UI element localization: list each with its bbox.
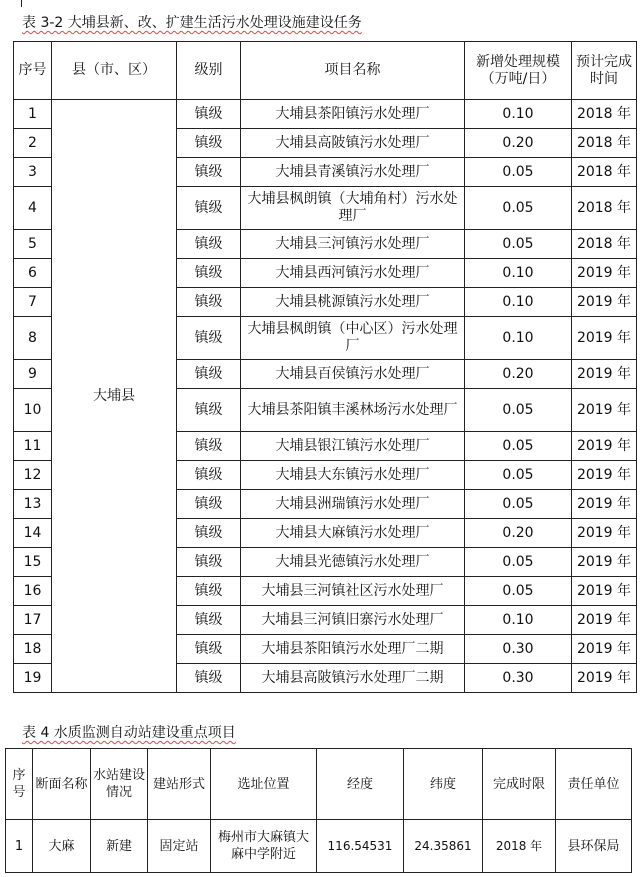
cell-seq: 14 — [14, 519, 52, 548]
cell-scale: 0.30 — [465, 664, 572, 693]
cell-scale: 0.10 — [465, 317, 572, 360]
cell-project-name: 大埔县青溪镇污水处理厂 — [241, 158, 465, 187]
cell-seq: 18 — [14, 635, 52, 664]
cell-project-name: 大埔县茶阳镇丰溪林场污水处理厂 — [241, 389, 465, 432]
cell-level: 镇级 — [177, 230, 241, 259]
cell-scale: 0.20 — [465, 129, 572, 158]
header-location: 选址位置 — [211, 749, 317, 820]
cell-level: 镇级 — [177, 158, 241, 187]
cell-level: 镇级 — [177, 129, 241, 158]
cell-year: 2018 年 — [572, 187, 637, 230]
cell-year: 2018 年 — [572, 230, 637, 259]
cell-project-name: 大埔县枫朗镇（大埔角村）污水处理厂 — [241, 187, 465, 230]
header-unit: 责任单位 — [556, 749, 632, 820]
cell-level: 镇级 — [177, 432, 241, 461]
cell-seq: 7 — [14, 288, 52, 317]
cell-level: 镇级 — [177, 100, 241, 129]
header-longitude: 经度 — [317, 749, 404, 820]
cell-project-name: 大埔县茶阳镇污水处理厂 — [241, 100, 465, 129]
cell-seq: 9 — [14, 360, 52, 389]
cell-scale: 0.05 — [465, 187, 572, 230]
table1-body — [14, 100, 637, 693]
cell-location: 梅州市大麻镇大麻中学附近 — [211, 820, 317, 873]
cell-seq: 8 — [14, 317, 52, 360]
table1-caption: 表 3-2 大埔县新、改、扩建生活污水处理设施建设任务 — [22, 15, 362, 31]
cell-scale: 0.05 — [465, 389, 572, 432]
header-status: 水站建设情况 — [91, 749, 148, 820]
cell-section: 大麻 — [33, 820, 91, 873]
cell-county: 大埔县 — [52, 100, 177, 693]
cell-seq: 1 — [6, 820, 33, 873]
cell-scale: 0.05 — [465, 158, 572, 187]
table-row — [14, 100, 637, 129]
cell-scale: 0.20 — [465, 519, 572, 548]
cell-project-name: 大埔县桃源镇污水处理厂 — [241, 288, 465, 317]
cell-year: 2019 年 — [572, 548, 637, 577]
cell-status: 新建 — [91, 820, 148, 873]
header-deadline: 完成时限 — [483, 749, 556, 820]
cell-project-name: 大埔县茶阳镇污水处理厂二期 — [241, 635, 465, 664]
cell-year: 2019 年 — [572, 635, 637, 664]
cell-seq: 10 — [14, 389, 52, 432]
cell-level: 镇级 — [177, 490, 241, 519]
cell-year: 2019 年 — [572, 288, 637, 317]
cell-scale: 0.10 — [465, 606, 572, 635]
header-seq: 序号 — [6, 749, 33, 820]
sewage-facility-table — [13, 41, 637, 693]
cell-scale: 0.05 — [465, 548, 572, 577]
cell-year: 2018 年 — [572, 100, 637, 129]
cell-year: 2019 年 — [572, 360, 637, 389]
header-level: 级别 — [177, 42, 241, 100]
header-section: 断面名称 — [33, 749, 91, 820]
cell-project-name: 大埔县高陂镇污水处理厂二期 — [241, 664, 465, 693]
cell-project-name: 大埔县大东镇污水处理厂 — [241, 461, 465, 490]
cell-latitude: 24.35861 — [404, 820, 483, 873]
table2-header-row — [6, 749, 632, 820]
cell-scale: 0.10 — [465, 100, 572, 129]
cell-year: 2019 年 — [572, 577, 637, 606]
cell-level: 镇级 — [177, 606, 241, 635]
cell-scale: 0.05 — [465, 432, 572, 461]
cell-level: 镇级 — [177, 577, 241, 606]
cell-scale: 0.05 — [465, 230, 572, 259]
cell-seq: 11 — [14, 432, 52, 461]
cell-year: 2018 年 — [572, 158, 637, 187]
table1-header-row — [14, 42, 637, 100]
cell-year: 2019 年 — [572, 490, 637, 519]
cell-level: 镇级 — [177, 288, 241, 317]
header-latitude: 纬度 — [404, 749, 483, 820]
cell-scale: 0.10 — [465, 288, 572, 317]
header-county: 县（市、区） — [52, 42, 177, 100]
cell-scale: 0.05 — [465, 577, 572, 606]
cell-project-name: 大埔县洲瑞镇污水处理厂 — [241, 490, 465, 519]
header-seq: 序号 — [14, 42, 52, 100]
cell-project-name: 大埔县银江镇污水处理厂 — [241, 432, 465, 461]
cell-project-name: 大埔县三河镇旧寨污水处理厂 — [241, 606, 465, 635]
header-project-name: 项目名称 — [241, 42, 465, 100]
cell-year: 2019 年 — [572, 389, 637, 432]
cell-level: 镇级 — [177, 519, 241, 548]
cell-level: 镇级 — [177, 187, 241, 230]
cell-year: 2019 年 — [572, 461, 637, 490]
cell-level: 镇级 — [177, 461, 241, 490]
table2-body — [6, 820, 632, 873]
monitoring-station-table — [5, 748, 632, 873]
cell-seq: 1 — [14, 100, 52, 129]
cell-deadline: 2018 年 — [483, 820, 556, 873]
cell-scale: 0.05 — [465, 461, 572, 490]
cell-year: 2019 年 — [572, 664, 637, 693]
cell-unit: 县环保局 — [556, 820, 632, 873]
cell-project-name: 大埔县西河镇污水处理厂 — [241, 259, 465, 288]
table2-caption: 表 4 水质监测自动站建设重点项目 — [22, 725, 236, 741]
cell-form: 固定站 — [148, 820, 211, 873]
cell-level: 镇级 — [177, 664, 241, 693]
cell-project-name: 大埔县光德镇污水处理厂 — [241, 548, 465, 577]
cell-level: 镇级 — [177, 317, 241, 360]
header-year: 预计完成时间 — [572, 42, 637, 100]
cell-project-name: 大埔县三河镇污水处理厂 — [241, 230, 465, 259]
cell-year: 2019 年 — [572, 519, 637, 548]
cell-seq: 13 — [14, 490, 52, 519]
cell-level: 镇级 — [177, 548, 241, 577]
cell-project-name: 大埔县大麻镇污水处理厂 — [241, 519, 465, 548]
cell-seq: 17 — [14, 606, 52, 635]
cell-project-name: 大埔县三河镇社区污水处理厂 — [241, 577, 465, 606]
cell-seq: 3 — [14, 158, 52, 187]
cell-scale: 0.20 — [465, 360, 572, 389]
cell-level: 镇级 — [177, 360, 241, 389]
cell-project-name: 大埔县百侯镇污水处理厂 — [241, 360, 465, 389]
cell-level: 镇级 — [177, 259, 241, 288]
cell-year: 2018 年 — [572, 129, 637, 158]
cell-year: 2019 年 — [572, 259, 637, 288]
header-form: 建站形式 — [148, 749, 211, 820]
cell-year: 2019 年 — [572, 606, 637, 635]
cell-seq: 6 — [14, 259, 52, 288]
cell-seq: 2 — [14, 129, 52, 158]
text-cursor-mark — [21, 0, 22, 7]
cell-level: 镇级 — [177, 389, 241, 432]
cell-year: 2019 年 — [572, 432, 637, 461]
table-row — [6, 820, 632, 873]
cell-seq: 15 — [14, 548, 52, 577]
cell-seq: 5 — [14, 230, 52, 259]
cell-scale: 0.05 — [465, 490, 572, 519]
cell-level: 镇级 — [177, 635, 241, 664]
cell-seq: 16 — [14, 577, 52, 606]
cell-scale: 0.30 — [465, 635, 572, 664]
cell-project-name: 大埔县高陂镇污水处理厂 — [241, 129, 465, 158]
cell-project-name: 大埔县枫朗镇（中心区）污水处理厂 — [241, 317, 465, 360]
cell-seq: 19 — [14, 664, 52, 693]
cell-year: 2019 年 — [572, 317, 637, 360]
cell-longitude: 116.54531 — [317, 820, 404, 873]
cell-seq: 4 — [14, 187, 52, 230]
cell-scale: 0.10 — [465, 259, 572, 288]
header-scale: 新增处理规模（万吨/日） — [465, 42, 572, 100]
cell-seq: 12 — [14, 461, 52, 490]
